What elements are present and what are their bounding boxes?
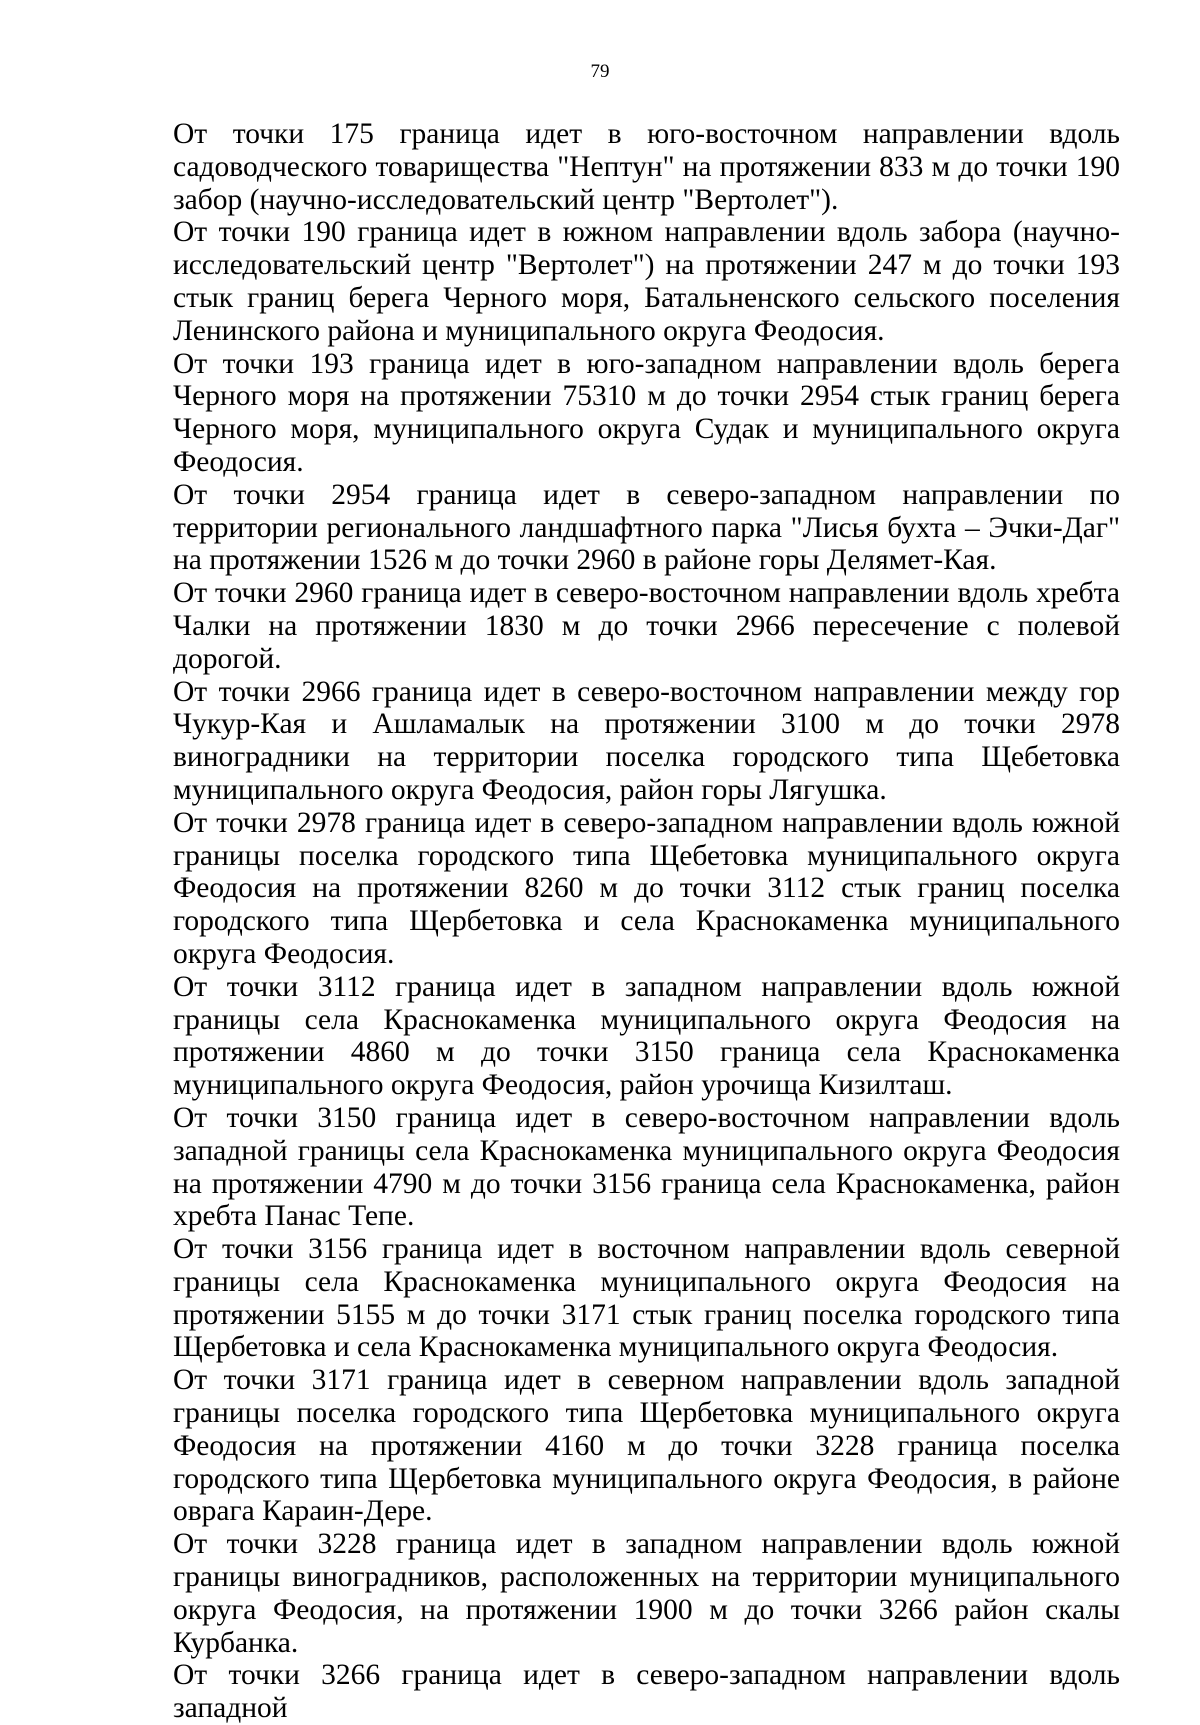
paragraph: От точки 3228 граница идет в западном направлении вдоль южной границы виноградников, расположенных на территории муниципального округа Феодосия, на протяжении 1900 м до точки 3266 район скалы Курбанка. [173,1528,1120,1659]
paragraph: От точки 3171 граница идет в северном направлении вдоль западной границы поселка городского типа Щербетовка муниципального округа Феодосия на протяжении 4160 м до точки 3228 граница поселка городского типа Щербетовка муниципального округа Феодосия, в районе оврага Караин-Дере. [173,1364,1120,1528]
paragraph: От точки 3112 граница идет в западном направлении вдоль южной границы села Краснокаменка муниципального округа Феодосия на протяжении 4860 м до точки 3150 граница села Краснокаменка муниципального округа Феодосия, район урочища Кизилташ. [173,970,1120,1102]
paragraph: От точки 193 граница идет в юго-западном направлении вдоль берега Черного моря на протяжении 75310 м до точки 2954 стык границ берега Черного моря, муниципального округа Судак и муниципального округа Феодосия. [173,347,1120,478]
paragraph: От точки 3150 граница идет в северо-восточном направлении вдоль западной границы села Краснокаменка муниципального округа Феодосия на протяжении 4790 м до точки 3156 граница села Краснокаменка, район хребта Панас Тепе. [173,1101,1120,1233]
paragraph: От точки 3156 граница идет в восточном направлении вдоль северной границы села Краснокаменка муниципального округа Феодосия на протяжении 5155 м до точки 3171 стык границ поселка городского типа Щербетовка и села Краснокаменка муниципального округа Феодосия. [173,1233,1120,1364]
document-body [173,118,1120,1725]
paragraph: От точки 190 граница идет в южном направлении вдоль забора (научно-исследовательский центр "Вертолет") на протяжении 247 м до точки 193 стык границ берега Черного моря, Батальненского сельского поселения Ленинского района и муниципального округа Феодосия. [173,216,1120,347]
paragraph: От точки 3266 граница идет в северо-западном направлении вдоль западной [173,1659,1120,1725]
paragraph: От точки 2960 граница идет в северо-восточном направлении вдоль хребта Чалки на протяжении 1830 м до точки 2966 пересечение с полевой дорогой. [173,577,1120,675]
paragraph: От точки 2966 граница идет в северо-восточном направлении между гор Чукур-Кая и Ашламалык на протяжении 3100 м до точки 2978 виноградники на территории поселка городского типа Щебетовка муниципального округа Феодосия, район горы Лягушка. [173,675,1120,806]
paragraph: От точки 2954 граница идет в северо-западном направлении по территории регионального ландшафтного парка "Лисья бухта – Эчки-Даг" на протяжении 1526 м до точки 2960 в районе горы Делямет-Кая. [173,478,1120,577]
paragraph: От точки 175 граница идет в юго-восточном направлении вдоль садоводческого товарищества "Нептун" на протяжении 833 м до точки 190 забор (научно-исследовательский центр "Вертолет"). [173,118,1120,216]
page-number: 79 [590,61,610,82]
paragraph: От точки 2978 граница идет в северо-западном направлении вдоль южной границы поселка городского типа Щебетовка муниципального округа Феодосия на протяжении 8260 м до точки 3112 стык границ поселка городского типа Щербетовка и села Краснокаменка муниципального округа Феодосия. [173,806,1120,970]
